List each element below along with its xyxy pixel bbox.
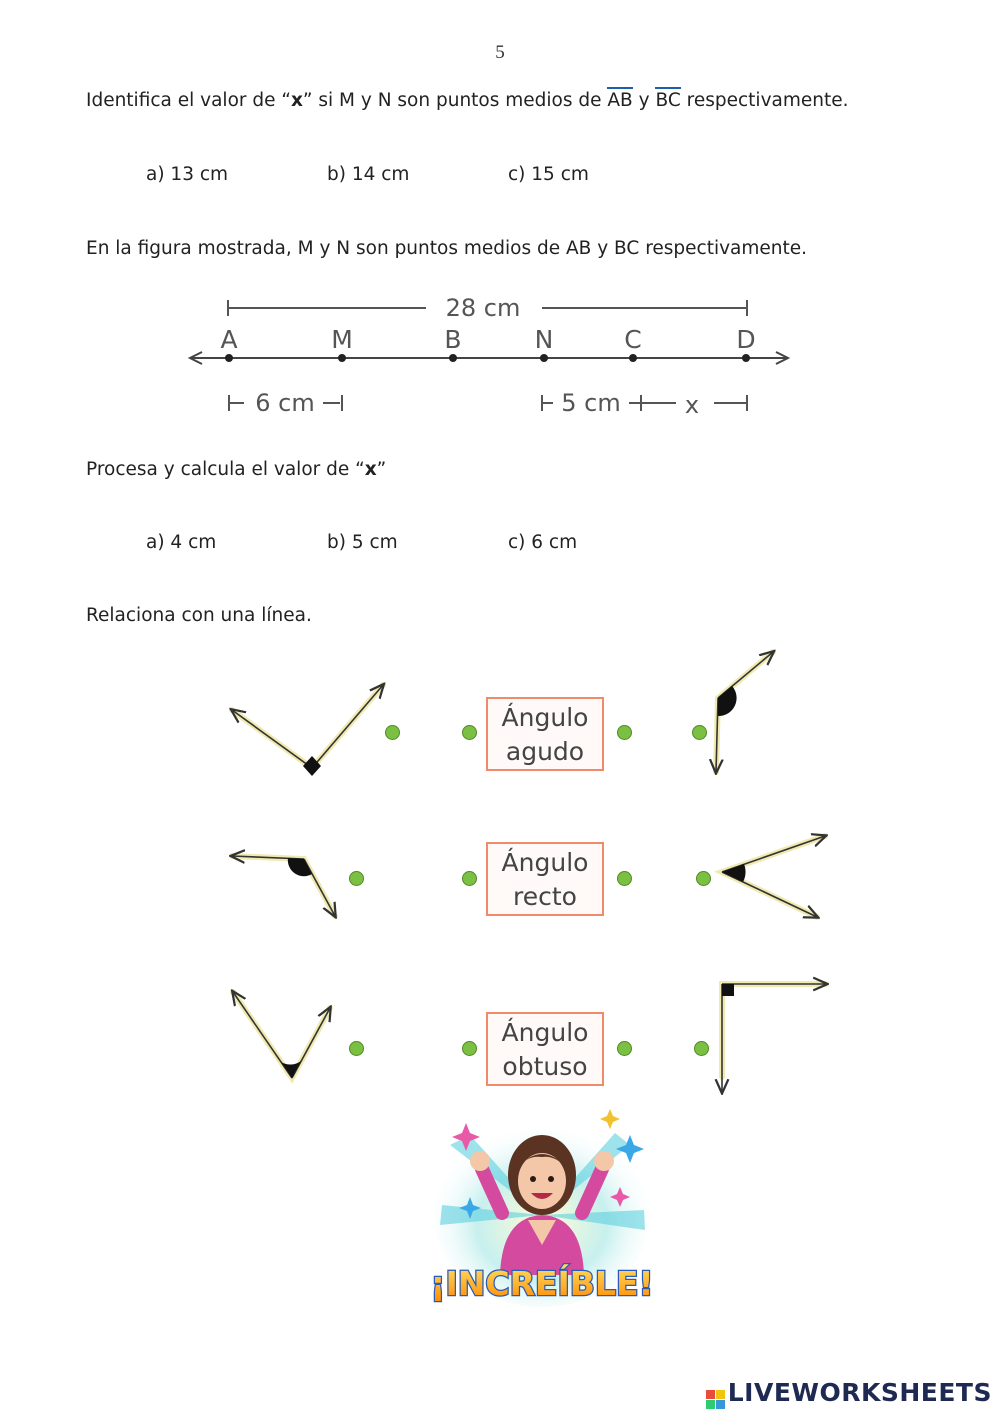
q2-option-a[interactable]: a) 4 cm <box>146 532 217 553</box>
label-n: N <box>534 325 554 354</box>
label-a: A <box>220 325 238 354</box>
match-dot-left-2[interactable] <box>349 871 364 886</box>
question-3-instruction: Relaciona con una línea. <box>86 605 312 626</box>
label-line: recto <box>513 882 577 911</box>
cd-length-label: x <box>684 391 700 419</box>
sticker-text: ¡INCREÍBLE! <box>430 1264 654 1303</box>
question-1-text <box>86 90 849 111</box>
q1-variable: x <box>290 90 303 111</box>
label-line: agudo <box>505 737 585 766</box>
match-dot-label-3-right[interactable] <box>617 1041 632 1056</box>
q2-prompt-part: Procesa y calcula el valor de “ <box>86 459 365 480</box>
q2-prompt-part: ” <box>376 459 387 480</box>
brand-text: LIVEWORKSHEETS <box>727 1378 992 1407</box>
match-dot-label-2-left[interactable] <box>462 871 477 886</box>
match-dot-label-1-left[interactable] <box>462 725 477 740</box>
label-angulo-recto <box>486 842 604 916</box>
q1-text-part: ” si M y N son puntos medios de <box>302 90 608 111</box>
label-b: B <box>444 325 462 354</box>
liveworksheets-logo[interactable] <box>706 1378 992 1409</box>
match-dot-right-3[interactable] <box>694 1041 709 1056</box>
q2-option-c[interactable]: c) 6 cm <box>508 532 578 553</box>
question-2-prompt <box>86 459 386 480</box>
match-dot-label-3-left[interactable] <box>462 1041 477 1056</box>
increible-sticker-icon <box>430 1105 655 1310</box>
label-d: D <box>736 325 756 354</box>
nc-length-label: 5 cm <box>561 389 621 417</box>
point-b <box>449 354 457 362</box>
label-line: obtuso <box>502 1052 588 1081</box>
match-dot-right-1[interactable] <box>692 725 707 740</box>
point-c <box>629 354 637 362</box>
angle-right-2-acute-icon <box>722 836 825 917</box>
match-dot-label-2-right[interactable] <box>617 871 632 886</box>
q2-option-b[interactable]: b) 5 cm <box>327 532 398 553</box>
label-angulo-obtuso <box>486 1012 604 1086</box>
q1-option-b[interactable]: b) 14 cm <box>327 164 410 185</box>
segment-ab: AB <box>607 90 633 111</box>
label-line: Ángulo <box>501 703 589 732</box>
angle-left-2-obtuse-icon <box>232 856 335 916</box>
label-m: M <box>331 325 353 354</box>
point-m <box>338 354 346 362</box>
label-line: Ángulo <box>501 1018 589 1047</box>
label-c: C <box>624 325 642 354</box>
segment-figure <box>180 285 800 425</box>
q1-text-part: y <box>632 90 656 111</box>
angle-right-3-right-icon <box>722 984 826 1092</box>
label-line: Ángulo <box>501 848 589 877</box>
q1-option-c[interactable]: c) 15 cm <box>508 164 589 185</box>
liveworksheets-logo-icon <box>706 1390 725 1409</box>
page-number: 5 <box>495 42 505 63</box>
point-n <box>540 354 548 362</box>
question-2-statement: En la figura mostrada, M y N son puntos medios de AB y BC respectivamente. <box>86 238 808 259</box>
match-dot-right-2[interactable] <box>696 871 711 886</box>
point-a <box>225 354 233 362</box>
match-dot-left-1[interactable] <box>385 725 400 740</box>
segment-bc: BC <box>655 90 681 111</box>
q1-text-part: Identifica el valor de “ <box>86 90 291 111</box>
q1-text-part: respectivamente. <box>680 90 849 111</box>
q1-option-a[interactable]: a) 13 cm <box>146 164 229 185</box>
point-d <box>742 354 750 362</box>
label-angulo-agudo <box>486 697 604 771</box>
am-length-label: 6 cm <box>255 389 315 417</box>
match-dot-left-3[interactable] <box>349 1041 364 1056</box>
q2-variable: x <box>364 459 377 480</box>
match-dot-label-1-right[interactable] <box>617 725 632 740</box>
total-length-label: 28 cm <box>445 294 521 322</box>
angle-left-1-right-icon <box>232 685 383 776</box>
angle-right-1-obtuse-icon <box>716 652 773 772</box>
